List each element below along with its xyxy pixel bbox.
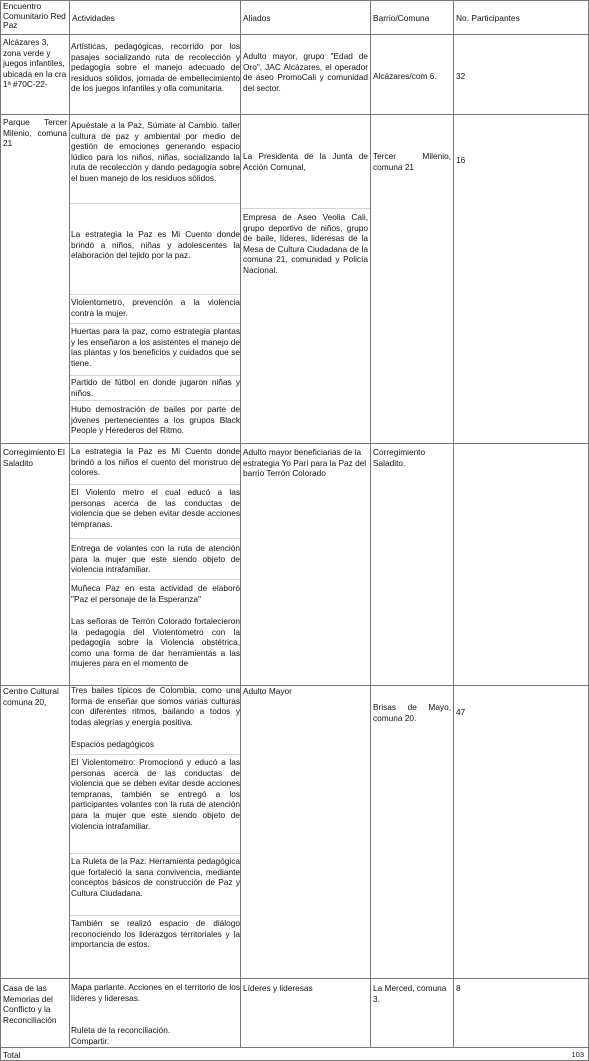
row3-activity-3: Entrega de volantes con la ruta de atención para la mujer que este siendo objeto de violencia intrafamiliar. <box>71 543 240 575</box>
row4-activity-4: La Ruleta de la Paz: Herramienta pedagógica que fortaleció la sana convivencia, mediante conceptos básicos de construcción de Paz y Cultura Ciudadana. <box>71 856 240 898</box>
header-participantes: No. Participantes <box>456 13 520 23</box>
row2-encuentro: Parque Tercer Milenio, comuna 21 <box>3 117 67 149</box>
row2-participantes: 16 <box>456 155 466 165</box>
row3-participantes <box>454 446 534 460</box>
row2-activity-6: Hubo demostración de bailes por parte de jóvenes pertenecientes a los grupos Black People y Herederos del Ritmo. <box>71 404 240 436</box>
header-aliados: Aliados <box>243 13 271 23</box>
row3-aliados-1: Adulto mayor beneficiarias de la estrategia Yo Parí para la Paz del barrio Terrón Colorado <box>243 447 367 479</box>
row5-aliados-1: Líderes y lideresas <box>243 983 313 993</box>
row3-activity-5: Las señoras de Terrón Colorado fortalecieron la pedagogía del Violentometro con la pedagogía sobre la Violencia obstétrica, como una forma de dar herramientas a las mujeres para en el momento de <box>71 616 240 669</box>
row4-aliados-1: Adulto Mayor <box>243 686 292 696</box>
row5-activity-1: Mapa parlante. Acciones en el territorio de los líderes y lideresas. <box>71 982 240 1003</box>
row1-participantes: 32 <box>456 71 466 81</box>
row5-activity-3: Compartir. <box>71 1036 110 1046</box>
row2-activity-4: Huertas para la paz, como estrategia plantas y les enseñaron a los asistentes el manejo de las plantas y los beneficios y cuidados que se tiene. <box>71 326 240 368</box>
row4-activity-5: También se realizó espacio de diálogo reconociendo los liderazgos territoriales y la importancia de estos. <box>71 918 240 950</box>
row4-activity-1: Tres bailes típicos de Colombia, como una forma de enseñar que somos varias culturas con diferentes ritmos, bailando a todos y todas alegrías y energía positiva. <box>71 685 240 727</box>
header-barrio: Barrio/Comuna <box>373 13 430 23</box>
total-label: Total <box>3 1050 21 1060</box>
row2-activity-1: Apuéstale a la Paz, Súmate al Cambio. taller cultura de paz y ambiental por medio de gestión de emociones generando espacio lúdico para los niños, niñas, socializando la ruta de recolección y dando pedagogía sobre el buen manejo de los residuos sólidos. <box>71 120 240 183</box>
row2-aliados-2: Empresa de Aseo Veolia Cali, grupo deportivo de niños, grupo de baile, líderes, lideresas de la Mesa de Cultura Ciudadana de la comuna 21, comunidad y Policía Nacional. <box>243 212 368 275</box>
row5-encuentro: Casa de las Memorias del Conflicto y la Reconciliación <box>3 983 57 1025</box>
row3-activity-1: La estrategia la Paz es Mi Cuento donde brindó a los niños el cuento del monstruo de colores. <box>71 446 240 478</box>
row4-encuentro: Centro Cultural comuna 20, <box>3 686 59 707</box>
row1-barrio: Alcázares/com 6. <box>373 71 437 81</box>
row2-activity-3: Violentometro, prevención a la violencia contra la mujer. <box>71 297 240 318</box>
row3-activity-4: Muñeca Paz en esta actividad de elaboró "Paz el personaje de la Esperanza" <box>71 583 240 604</box>
row2-barrio: Tercer Milenio, comuna 21 <box>373 151 451 172</box>
row1-aliados-1: Adulto mayor, grupo "Edad de Oro", JAC Alcázares, el operador de aseo PromoCali y comunidad del sector. <box>243 51 368 93</box>
row4-participantes: 47 <box>456 707 466 717</box>
row5-participantes: 8 <box>456 983 461 993</box>
row1-activity-1: Artísticas, pedagógicas, recorrido por los pasajes socializando ruta de recolección y pedagogía sobre el manejo adecuado de residuos sólidos, jornada de embellecimiento de los juegos infantiles y olla comunitaria. <box>71 41 240 94</box>
row2-activity-5: Partido de fútbol en donde jugaron niñas y niños. <box>71 377 240 398</box>
header-encuentro: Encuentro Comunitario Red Paz <box>3 1 66 31</box>
row3-encuentro: Corregimiento El Saladito <box>3 447 65 468</box>
row4-barrio: Brisas de Mayo, comuna 20. <box>373 702 451 723</box>
row5-barrio: La Merced, comuna 3. <box>373 983 447 1004</box>
total-value: 103 <box>571 1050 584 1059</box>
row2-aliados-1: La Presidenta de la Junta de Acción Comunal, <box>243 151 368 172</box>
row4-activity-2: Espacios pedagógicos <box>71 739 155 749</box>
row4-activity-3: El Violentometro: Promocionó y educó a las personas acerca de las conductas de violencia que se deben evitar desde acciones tempranas, también se entregó a los participantes volantes con la ruta de atención para la mujer que este siendo objeto de violencia intrafamiliar. <box>71 757 240 831</box>
header-actividades: Actividades <box>72 13 115 23</box>
row5-activity-2: Ruleta de la reconciliación. <box>71 1025 171 1035</box>
row3-activity-2: El Violento metro el cual educó a las personas acerca de las conductas de violencia que se deben evitar desde acciones tempranas. <box>71 487 240 529</box>
row3-barrio: Corregimiento Saladito. <box>373 447 426 468</box>
row2-activity-2: La estrategia la Paz es Mi Cuento donde brindó a niños, niñas y adolescentes la elaboración del tejido por la paz. <box>71 229 240 261</box>
row1-encuentro: Alcázares 3, zona verde y juegos infantiles, ubicada en la cra 1ª #70C-22- <box>3 37 67 90</box>
